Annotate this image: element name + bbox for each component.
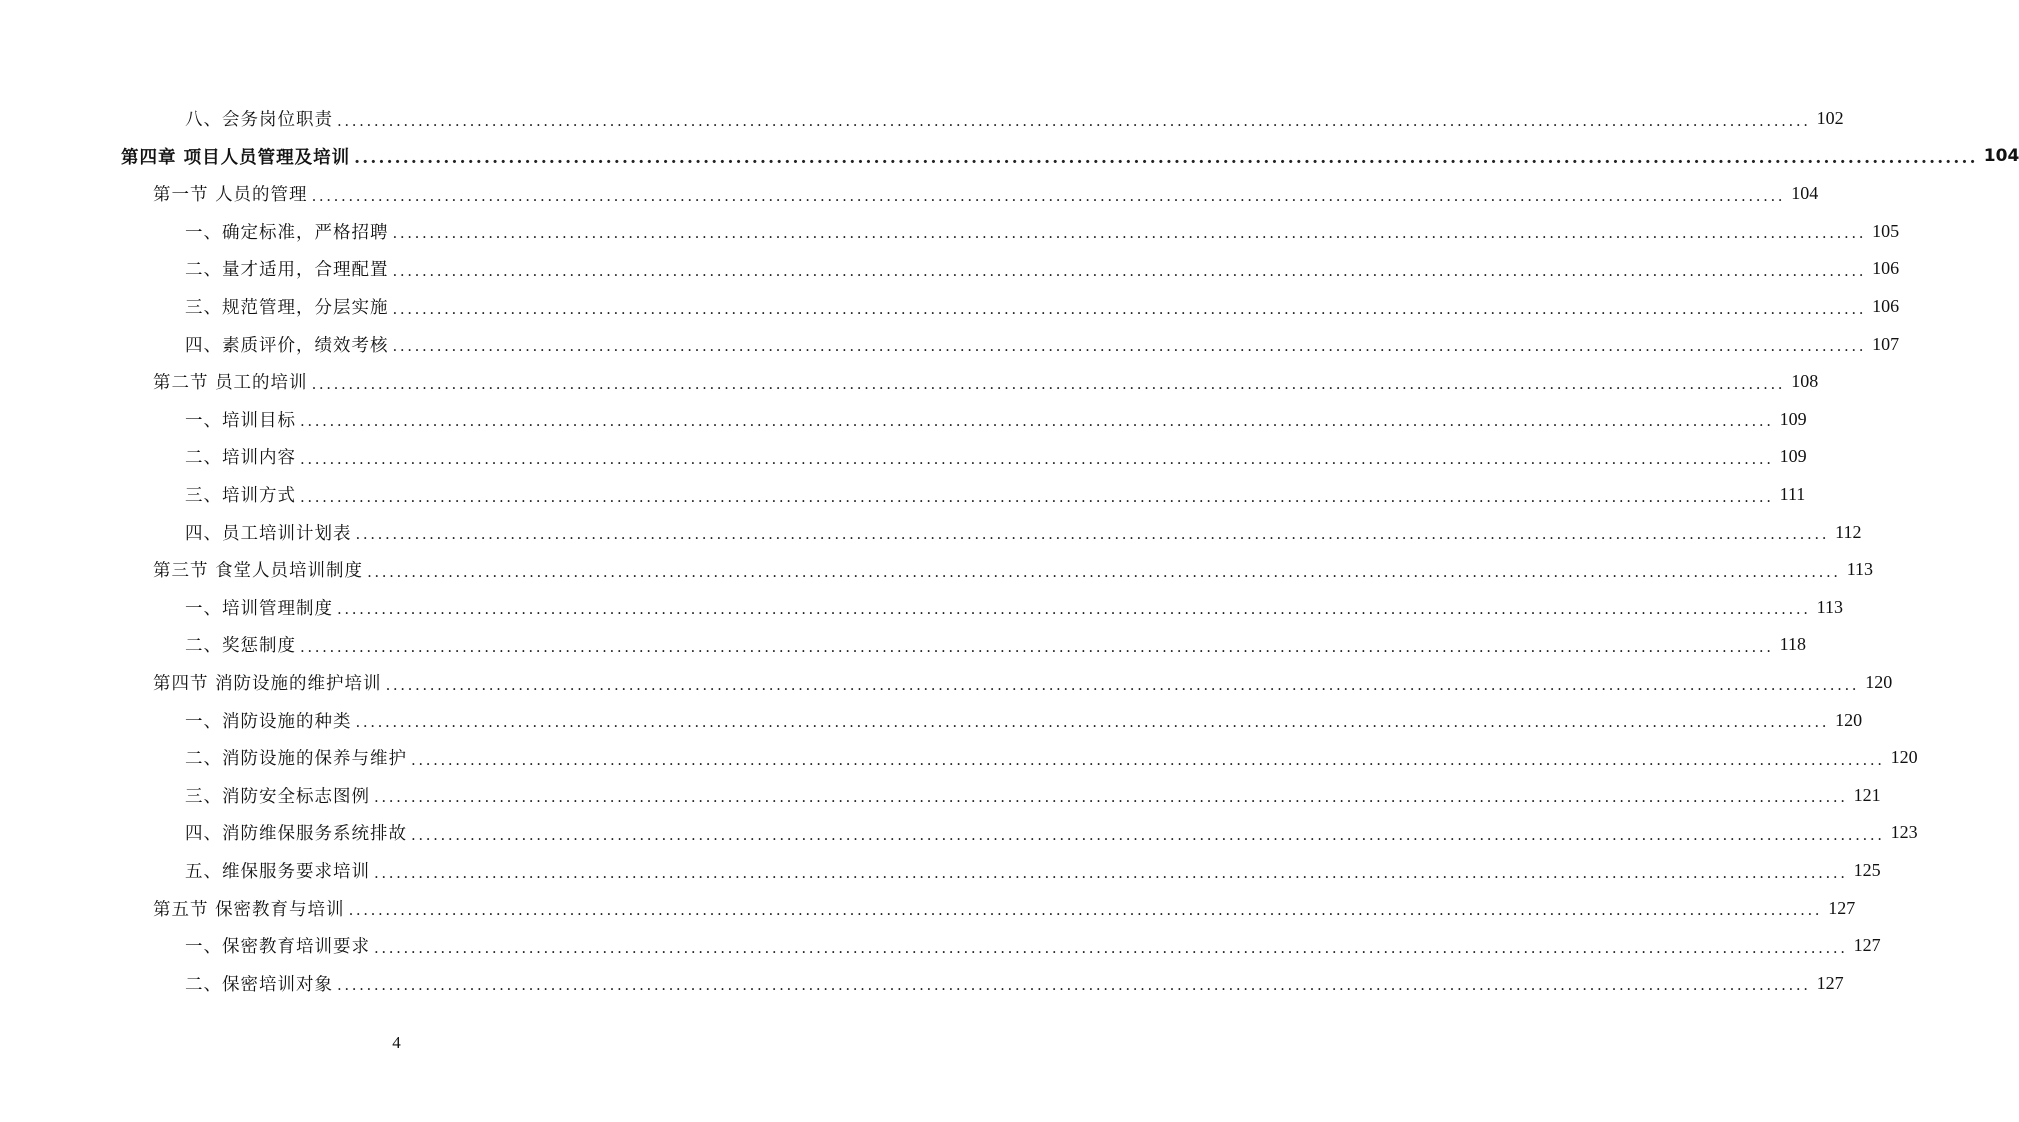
toc-dot-leader: ........................................................................................................................................................................................................ [300,637,1774,656]
toc-entry-title: 第二节 员工的培训 [153,373,308,394]
toc-entry-title: 一、消防设施的种类 [185,711,352,732]
toc-entry-page: 108 [1791,371,1819,392]
toc-entry-title: 一、确定标准，严格招聘 [185,222,389,243]
toc-entry-title: 八、会务岗位职责 [185,110,333,130]
toc-section-entry[interactable] [153,890,1856,927]
toc-entry-page: 118 [1779,634,1806,655]
toc-entry-page: 102 [1816,108,1844,128]
toc-entry-title: 一、保密教育培训要求 [185,937,370,958]
toc-entry[interactable] [185,288,1900,325]
toc-dot-leader: ........................................................................................................................................................................................................ [411,750,1885,769]
toc-entry-title: 第一节 人员的管理 [153,185,308,206]
toc-entry[interactable] [185,814,1918,851]
toc-entry-title: 四、素质评价，绩效考核 [185,335,389,356]
page-number: 4 [392,1033,401,1052]
toc-entry-title: 二、保密培训对象 [185,974,333,995]
toc-dot-leader: ........................................................................................................................................................................................................ [411,825,1885,844]
toc-entry-page: 104 [1791,183,1819,204]
toc-entry-page: 127 [1853,935,1881,956]
toc-dot-leader: ........................................................................................................................................................................................................ [311,186,1786,205]
toc-entry[interactable] [185,589,1843,626]
toc-dot-leader: ........................................................................................................................................................................................................ [354,148,1978,169]
toc-entry-page: 113 [1846,559,1874,580]
toc-dot-leader: ........................................................................................................................................................................................................ [367,562,1841,581]
toc-entry-title: 一、培训管理制度 [185,598,333,619]
toc-dot-leader: ........................................................................................................................................................................................................ [337,111,1811,130]
toc-entry-page: 127 [1816,972,1844,993]
toc-entry[interactable] [185,438,1807,475]
toc-entry[interactable] [185,852,1881,889]
toc-entry[interactable] [185,250,1900,287]
toc-entry-title: 一、培训目标 [185,410,296,431]
toc-entry-title: 四、消防维保服务系统排故 [185,824,407,845]
toc-dot-leader: ........................................................................................................................................................................................................ [374,863,1848,882]
toc-entry-title: 五、维保服务要求培训 [185,862,370,882]
toc-entry-page: 109 [1779,408,1807,429]
toc-entry-title: 三、消防安全标志图例 [185,786,370,807]
toc-entry-page: 127 [1828,897,1856,918]
toc-entry[interactable] [185,213,1900,250]
toc-entry-page: 120 [1890,747,1918,768]
toc-section-entry[interactable] [153,363,1819,400]
toc-dot-leader: ........................................................................................................................................................................................................ [392,261,1867,280]
toc-entry[interactable] [185,401,1807,438]
toc-entry-page: 109 [1779,446,1807,467]
toc-entry-page: 123 [1890,822,1918,843]
toc-section-entry[interactable] [153,551,1874,588]
toc-entry-title: 第三节 食堂人员培训制度 [153,561,364,582]
toc-dot-leader: ........................................................................................................................................................................................................ [385,675,1860,694]
toc-entry[interactable] [185,476,1806,513]
toc-entry-page: 107 [1872,333,1900,354]
toc-entry-title: 三、培训方式 [185,486,296,506]
toc-entry[interactable] [185,514,1862,551]
toc-dot-leader: ........................................................................................................................................................................................................ [355,525,1830,544]
toc-entry-title: 二、量才适用，合理配置 [185,260,389,281]
toc-entry-page: 105 [1872,220,1900,241]
toc-entry-page: 113 [1816,596,1843,617]
toc-entry[interactable] [185,965,1844,1002]
toc-dot-leader: ........................................................................................................................................................................................................ [392,299,1867,318]
toc-entry[interactable] [185,702,1863,739]
toc-dot-leader: ........................................................................................................................................................................................................ [311,374,1786,393]
toc-entry-title: 三、规范管理，分层实施 [185,298,389,318]
toc-entry[interactable] [185,100,1844,137]
toc-entry-page: 111 [1779,484,1806,504]
toc-entry-page: 112 [1835,521,1862,542]
toc-entry-title: 第五节 保密教育与培训 [153,899,345,920]
toc-entry-title: 四、员工培训计划表 [185,523,352,544]
toc-dot-leader: ........................................................................................................................................................................................................ [300,412,1774,431]
toc-entry-title: 二、培训内容 [185,448,296,469]
toc-entry[interactable] [185,739,1918,776]
toc-entry-title: 二、奖惩制度 [185,636,296,657]
toc-dot-leader: ........................................................................................................................................................................................................ [337,976,1811,995]
toc-entry-title: 第四章 项目人员管理及培训 [121,147,351,168]
toc-dot-leader: ........................................................................................................................................................................................................ [355,713,1830,732]
toc-dot-leader: ........................................................................................................................................................................................................ [337,600,1811,619]
toc-dot-leader: ........................................................................................................................................................................................................ [392,337,1867,356]
toc-entry-page: 106 [1872,258,1900,279]
toc-entry-title: 二、消防设施的保养与维护 [185,749,407,770]
toc-entry[interactable] [185,927,1881,964]
toc-entry-title: 第四节 消防设施的维护培训 [153,674,382,694]
toc-entry[interactable] [185,326,1900,363]
toc-dot-leader: ........................................................................................................................................................................................................ [374,938,1848,957]
toc-entry-page: 106 [1872,296,1900,316]
toc-dot-leader: ........................................................................................................................................................................................................ [348,901,1823,920]
toc-dot-leader: ........................................................................................................................................................................................................ [374,788,1848,807]
toc-dot-leader: ........................................................................................................................................................................................................ [300,487,1774,506]
toc-entry[interactable] [185,626,1806,663]
toc-entry[interactable] [185,777,1881,814]
toc-section-entry[interactable] [153,175,1819,212]
toc-dot-leader: ........................................................................................................................................................................................................ [300,449,1774,468]
toc-chapter-entry[interactable] [121,138,2019,175]
toc-dot-leader: ........................................................................................................................................................................................................ [392,224,1867,243]
toc-entry-page: 120 [1835,709,1863,730]
toc-entry-page: 125 [1853,860,1881,880]
toc-section-entry[interactable] [153,664,1893,701]
toc-entry-page: 104 [1983,146,2019,167]
toc-entry-page: 120 [1865,672,1893,692]
toc-entry-page: 121 [1853,784,1881,805]
